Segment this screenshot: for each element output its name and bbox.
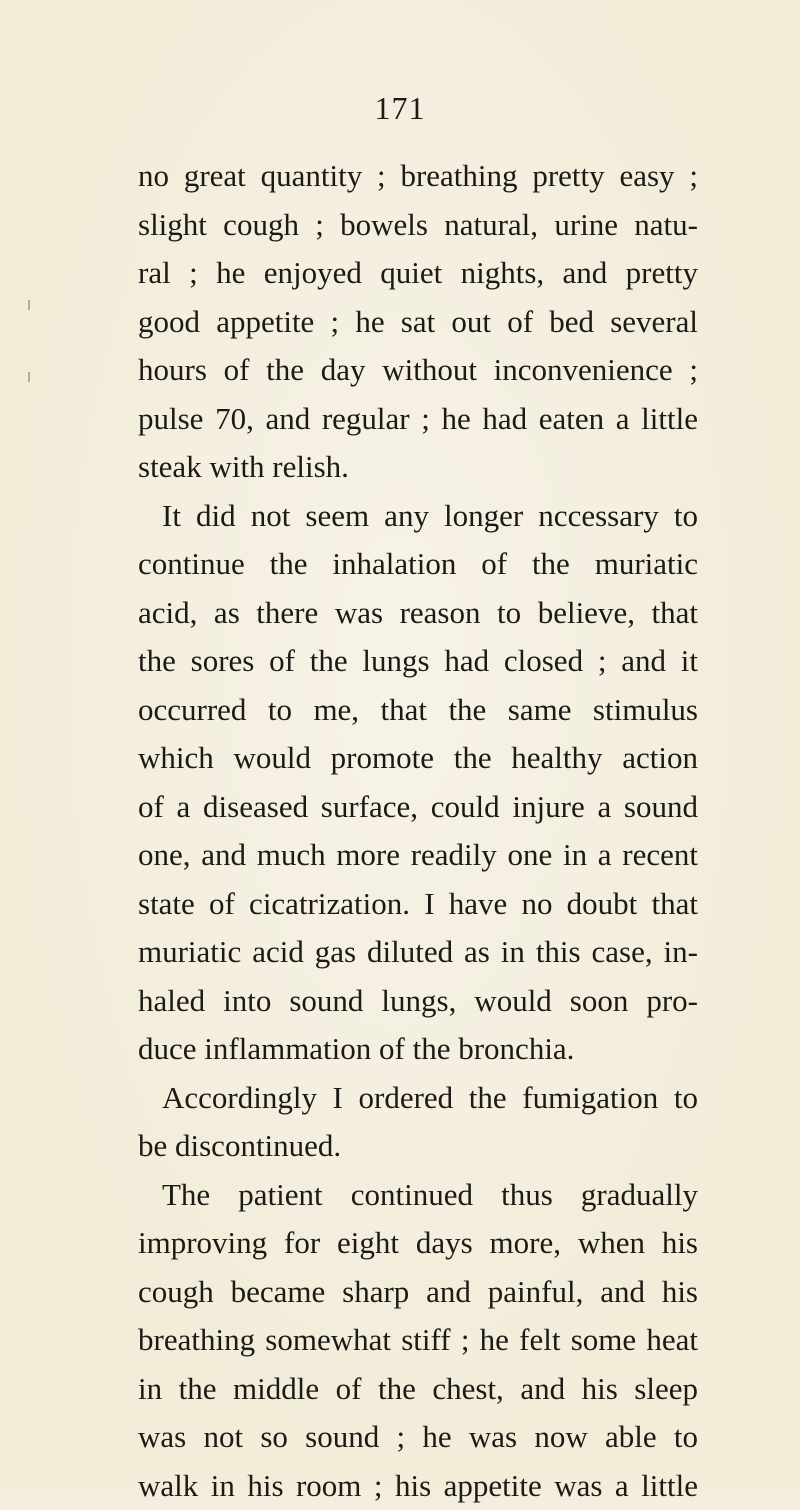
text-line: acid, as there was reason to believe, that bbox=[138, 589, 698, 638]
text-line: slight cough ; bowels natural, urine natu- bbox=[138, 201, 698, 250]
text-line: Accordingly I ordered the fumigation to bbox=[138, 1074, 698, 1123]
text-line: the sores of the lungs had closed ; and it bbox=[138, 637, 698, 686]
text-line: of a diseased surface, could injure a sound bbox=[138, 783, 698, 832]
text-line: no great quantity ; breathing pretty easy ; bbox=[138, 152, 698, 201]
text-line: continue the inhalation of the muriatic bbox=[138, 540, 698, 589]
text-line: pulse 70, and regular ; he had eaten a little bbox=[138, 395, 698, 444]
page-number: 171 bbox=[0, 90, 800, 127]
text-line: muriatic acid gas diluted as in this case, in- bbox=[138, 928, 698, 977]
text-line: state of cicatrization. I have no doubt that bbox=[138, 880, 698, 929]
text-line: one, and much more readily one in a recent bbox=[138, 831, 698, 880]
text-line: hours of the day without inconvenience ; bbox=[138, 346, 698, 395]
text-line: ral ; he enjoyed quiet nights, and pretty bbox=[138, 249, 698, 298]
text-line: was not so sound ; he was now able to bbox=[138, 1413, 698, 1462]
text-line: steak with relish. bbox=[138, 443, 698, 492]
text-line: be discontinued. bbox=[138, 1122, 698, 1171]
paper-blemish bbox=[28, 372, 30, 382]
text-line: cough became sharp and painful, and his bbox=[138, 1268, 698, 1317]
text-line: duce inflammation of the bronchia. bbox=[138, 1025, 698, 1074]
text-line: occurred to me, that the same stimulus bbox=[138, 686, 698, 735]
text-line: walk in his room ; his appetite was a little bbox=[138, 1462, 698, 1510]
text-line: breathing somewhat stiff ; he felt some heat bbox=[138, 1316, 698, 1365]
text-line: It did not seem any longer nccessary to bbox=[138, 492, 698, 541]
body-text bbox=[138, 152, 698, 1510]
paper-blemish bbox=[28, 300, 30, 310]
text-line: in the middle of the chest, and his sleep bbox=[138, 1365, 698, 1414]
text-line: which would promote the healthy action bbox=[138, 734, 698, 783]
text-line: haled into sound lungs, would soon pro- bbox=[138, 977, 698, 1026]
text-line: improving for eight days more, when his bbox=[138, 1219, 698, 1268]
text-line: The patient continued thus gradually bbox=[138, 1171, 698, 1220]
text-line: good appetite ; he sat out of bed several bbox=[138, 298, 698, 347]
